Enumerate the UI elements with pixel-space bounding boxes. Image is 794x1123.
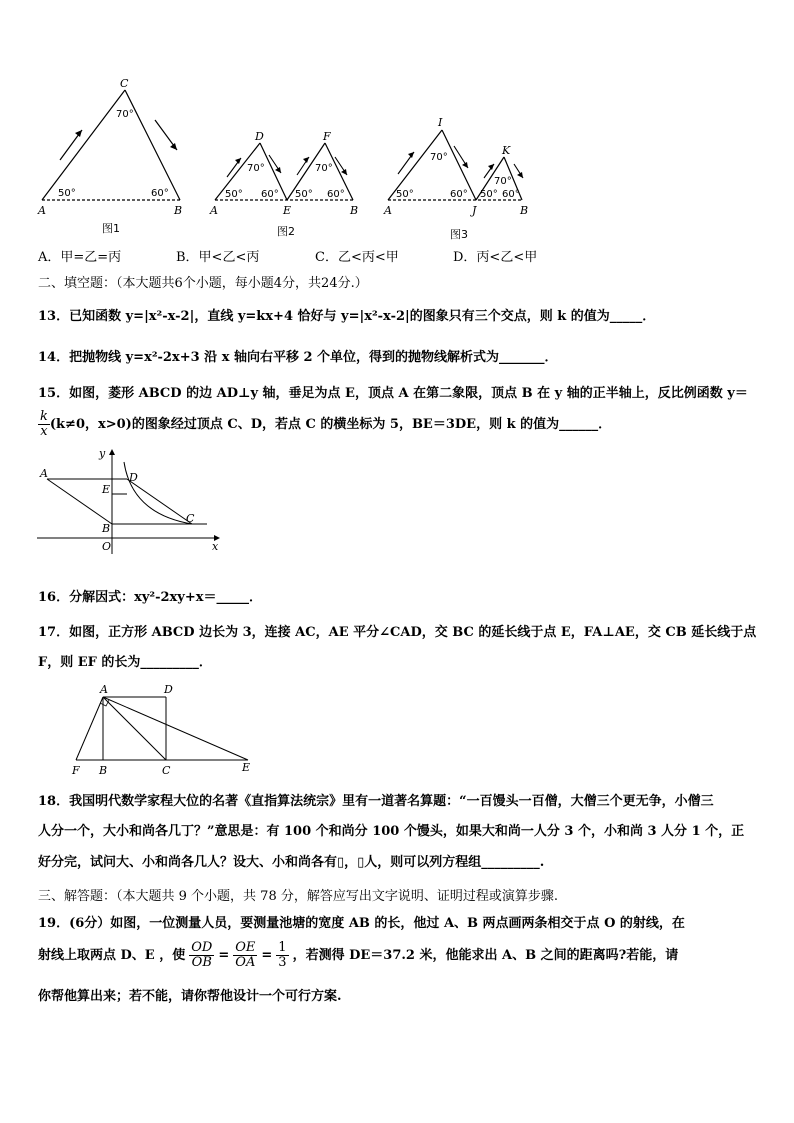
fig2-angle-e-left: 60° — [261, 189, 279, 200]
question-17-line1: 17．如图，正方形 ABCD 边长为 3，连接 AC，AE 平分∠CAD，交 BC 的延长线于点 E，FA⊥AE，交 CB 延长线于点 — [38, 625, 757, 640]
fig2-angle-e-right: 50° — [295, 189, 313, 200]
fig3-label-a: A — [384, 204, 392, 217]
q15-fraction — [38, 410, 50, 439]
question-19-line1: 19．(6分）如图，一位测量人员，要测量池塘的宽度 AB 的长，他过 A、B 两点画两条相交于点 O 的射线，在 — [38, 916, 685, 931]
q19-f3-num: 1 — [278, 940, 287, 955]
question-17-line2: F，则 EF 的长为_________． — [38, 655, 212, 670]
fig1-label-c: C — [120, 77, 129, 90]
fig1-angle-apex: 70° — [116, 109, 134, 120]
figure-2 — [205, 125, 365, 240]
fig2-label-a: A — [210, 204, 218, 217]
fig3-angle-i: 70° — [430, 152, 448, 163]
question-14: 14．把抛物线 y=x²-2x+3 沿 x 轴向右平移 2 个单位，得到的抛物线解析式为_______． — [38, 350, 558, 365]
q19-eq2: = — [261, 947, 273, 963]
question-15-line1: 15．如图，菱形 ABCD 的边 AD⊥y 轴，垂足为点 E，顶点 A 在第二象限，顶点 B 在 y 轴的正半轴上，反比例函数 y＝ — [38, 386, 748, 401]
option-b: B．甲<乙<丙 — [176, 250, 260, 265]
section-2-title: 二、填空题：（本大题共6个小题，每小题4分，共24分.） — [38, 276, 368, 291]
q15-label-e: E — [102, 483, 111, 496]
figure-3 — [380, 112, 540, 242]
q19-line2-b: ，若测得 DE＝37.2 米，他能求出 A、B 之间的距离吗?若能，请 — [292, 947, 679, 963]
q19-eq1: = — [218, 947, 230, 963]
question-18-line1: 18．我国明代数学家程大位的名著《直指算法统宗》里有一道著名算题：“一百馒头一百僧，大僧三个更无争，小僧三 — [38, 794, 714, 809]
section-3-title: 三、解答题：（本大题共 9 个小题，共 78 分，解答应写出文字说明、证明过程或演算步骤. — [38, 889, 558, 904]
q17-label-f: F — [72, 764, 80, 777]
option-d: D．丙<乙<甲 — [453, 250, 538, 265]
q19-fraction-oe-oa — [233, 941, 257, 970]
fig1-label-b: B — [174, 204, 183, 217]
fig3-angle-k: 70° — [494, 176, 512, 187]
q17-label-e: E — [242, 761, 251, 774]
q15-line2-text: (k≠0，x>0)的图象经过顶点 C、D，若点 C 的横坐标为 5，BE＝3DE，则 k 的值为______． — [49, 416, 612, 432]
q15-label-c: C — [186, 512, 195, 525]
q15-label-o: O — [102, 540, 112, 553]
fig3-label-j: J — [472, 204, 477, 217]
figure-1 — [30, 75, 190, 235]
q17-label-a: A — [100, 683, 108, 696]
fig3-label-i: I — [438, 116, 443, 129]
q19-f3-den: 3 — [278, 955, 287, 970]
question-16: 16．分解因式：xy²-2xy+x＝_____． — [38, 590, 262, 605]
fig2-label-b: B — [350, 204, 359, 217]
fig2-label-f: F — [323, 130, 331, 143]
question-19-line3: 你帮他算出来；若不能，请你帮他设计一个可行方案. — [38, 989, 342, 1004]
fig3-label-k: K — [502, 144, 511, 157]
q15-frac-num: k — [40, 409, 48, 424]
fig3-angle-j-right: 50° — [480, 189, 498, 200]
q19-f1-num: OD — [191, 940, 213, 955]
q19-fraction-od-ob — [189, 941, 214, 970]
figure-q15 — [32, 446, 232, 556]
q19-fraction-one-third — [276, 941, 288, 970]
fig3-caption: 图3 — [450, 228, 468, 241]
fig2-angle-b: 60° — [327, 189, 345, 200]
option-c: C．乙<丙<甲 — [315, 250, 399, 265]
q15-label-a: A — [40, 467, 48, 480]
fig3-angle-b: 60° — [502, 189, 520, 200]
q15-frac-den: x — [40, 424, 48, 439]
fig1-angle-right: 60° — [151, 188, 169, 199]
fig1-label-a: A — [38, 204, 46, 217]
question-13: 13．已知函数 y=|x²-x-2|，直线 y=kx+4 恰好与 y=|x²-x-2|的图象只有三个交点，则 k 的值为_____． — [38, 309, 656, 324]
q15-label-x: x — [212, 540, 219, 553]
question-15-line2 — [38, 410, 611, 439]
fig2-caption: 图2 — [277, 225, 295, 238]
fig3-label-b: B — [520, 204, 529, 217]
q15-label-b: B — [102, 522, 111, 535]
question-19-line2 — [38, 941, 678, 970]
fig3-angle-j-left: 60° — [450, 189, 468, 200]
q19-f2-den: OA — [235, 955, 256, 970]
fig2-label-e: E — [283, 204, 292, 217]
q15-label-y: y — [99, 447, 106, 460]
fig2-angle-d: 70° — [247, 163, 265, 174]
q17-label-d: D — [164, 683, 173, 696]
fig1-caption: 图1 — [102, 222, 120, 235]
q17-label-b: B — [99, 764, 108, 777]
q17-label-c: C — [162, 764, 171, 777]
q19-f2-num: OE — [235, 940, 256, 955]
fig2-angle-f: 70° — [315, 163, 333, 174]
q19-f1-den: OB — [191, 955, 212, 970]
fig2-angle-a: 50° — [225, 189, 243, 200]
q15-label-d: D — [129, 471, 138, 484]
figure-q17 — [68, 683, 258, 778]
fig1-angle-left: 50° — [58, 188, 76, 199]
question-18-line2: 人分一个，大小和尚各几丁？”意思是：有 100 个和尚分 100 个馒头，如果大和尚一人分 3 个，小和尚 3 人分 1 个，正 — [38, 824, 745, 839]
question-18-line3: 好分完，试问大、小和尚各几人？设大、小和尚各有▯，▯人，则可以列方程组_________. — [38, 855, 545, 870]
option-a: A．甲=乙=丙 — [38, 250, 122, 265]
fig2-label-d: D — [255, 130, 264, 143]
fig3-angle-a: 50° — [396, 189, 414, 200]
q19-line2-a: 射线上取两点 D、E ，使 — [38, 947, 186, 963]
